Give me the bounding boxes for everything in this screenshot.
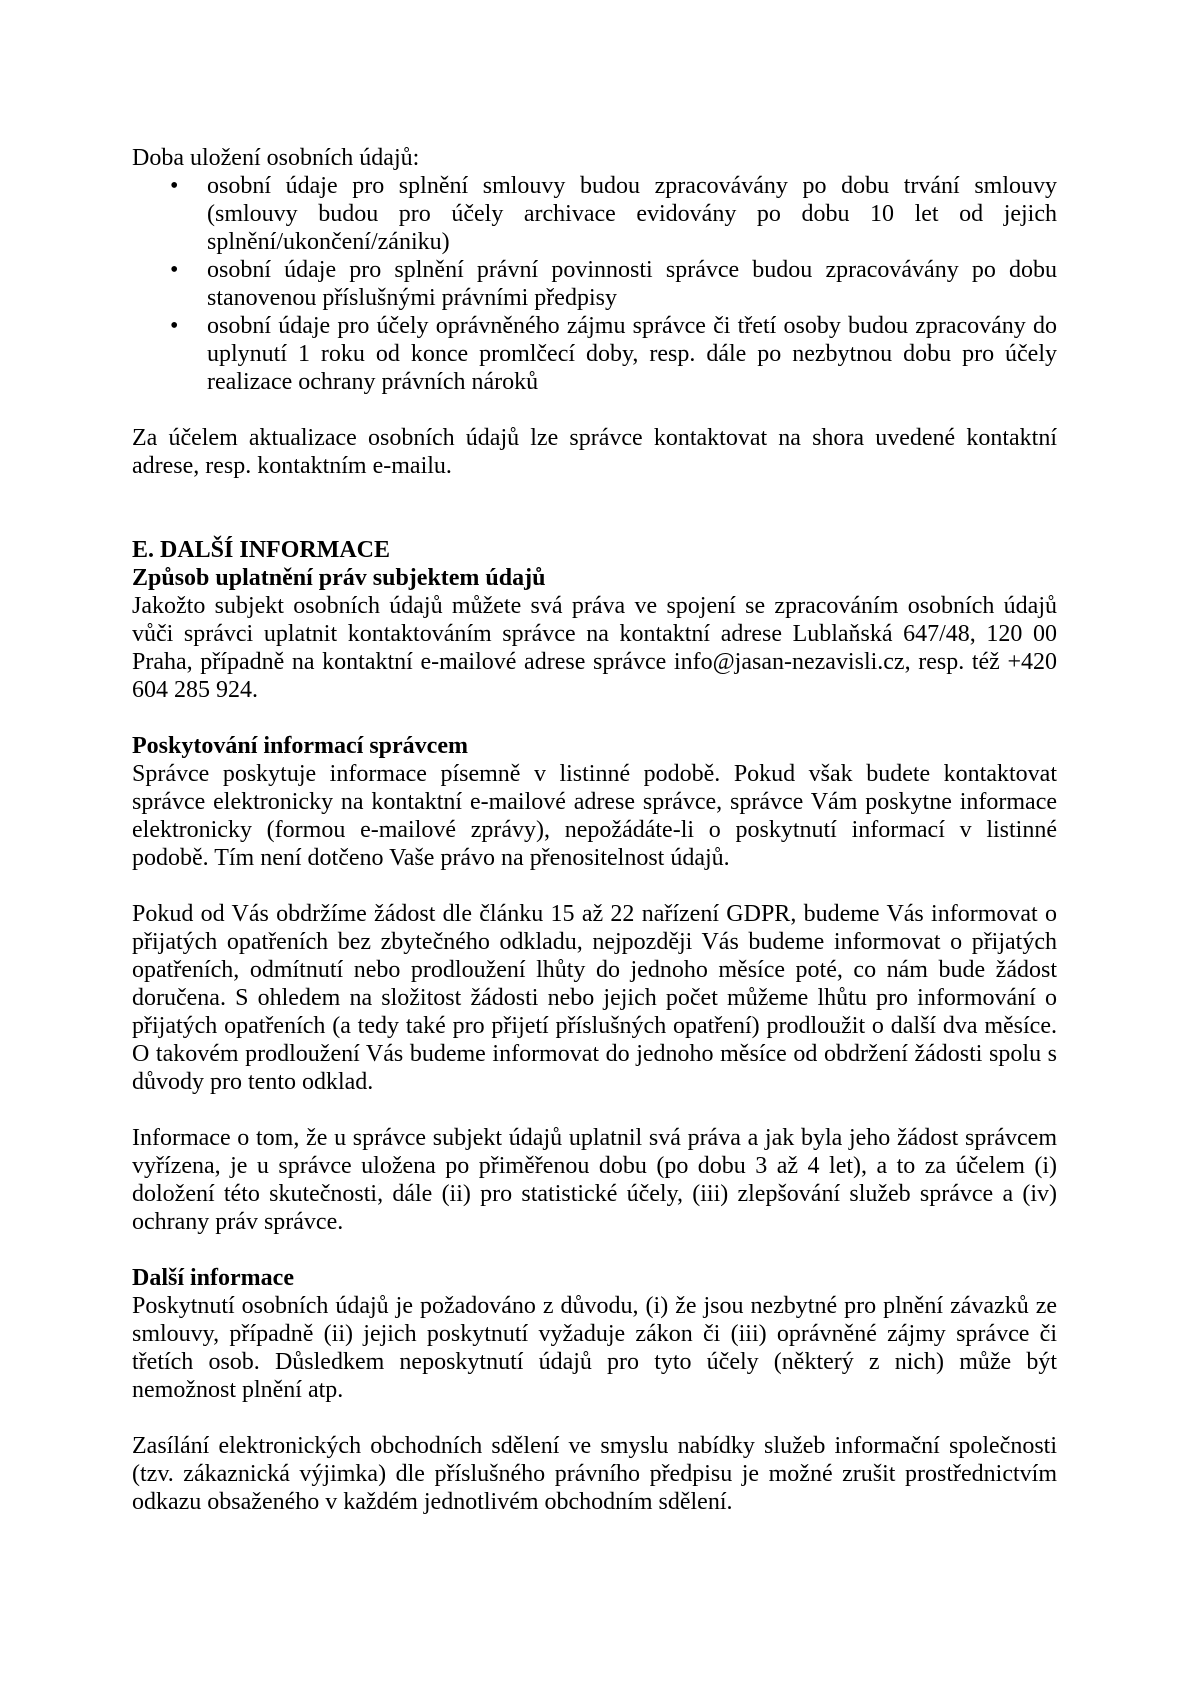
information-provision-paragraph-1: Správce poskytuje informace písemně v listinné podobě. Pokud však budete kontaktovat správce elektronicky na kontaktní e-mailové adrese správce, správce Vám poskytne informace elektronicky (formou e-mailové zprávy), nepožádáte-li o poskytnutí informací v listinné podobě. Tím není dotčeno Vaše právo na přenositelnost údajů. — [132, 761, 1057, 871]
bullet-text: osobní údaje pro splnění právní povinnosti správce budou zpracovávány po dobu stanovenou příslušnými právními předpisy — [207, 257, 1057, 311]
bullet-icon: • — [170, 313, 179, 339]
bullet-icon: • — [170, 173, 179, 199]
information-provision-paragraph-2: Pokud od Vás obdržíme žádost dle článku 15 až 22 nařízení GDPR, budeme Vás informovat o přijatých opatřeních bez zbytečného odkladu, nejpozději Vás budeme informovat o přijatých opatřeních, odmítnutí nebo prodloužení lhůty do jednoho měsíce poté, co nám bude žádost doručena. S ohledem na složitost žádosti nebo jejich počet můžeme lhůtu pro informování o přijatých opatřeních (a tedy také pro přijetí příslušných opatření) prodloužit o další dva měsíce. O takovém prodloužení Vás budeme informovat do jednoho měsíce od obdržení žádosti spolu s důvody pro tento odklad. — [132, 901, 1057, 1095]
spacer — [132, 704, 1057, 732]
retention-intro-paragraph: Doba uložení osobních údajů: — [132, 145, 420, 171]
information-provision-paragraph-3: Informace o tom, že u správce subjekt údajů uplatnil svá práva a jak byla jeho žádost správcem vyřízena, je u správce uložena po přiměřenou dobu (po dobu 3 až 4 let), a to za účelem (i) doložení této skutečnosti, dále (ii) pro statistické účely, (iii) zlepšování služeb správce a (iv) ochrany práv správce. — [132, 1125, 1057, 1235]
spacer — [132, 872, 1057, 900]
spacer — [132, 1096, 1057, 1124]
bullet-icon: • — [170, 257, 179, 283]
section-e-heading: E. DALŠÍ INFORMACE — [132, 537, 391, 563]
spacer — [132, 1404, 1057, 1432]
other-info-paragraph-2: Zasílání elektronických obchodních sdělení ve smyslu nabídky služeb informační společnosti (tzv. zákaznická výjimka) dle příslušného právního předpisu je možné zrušit prostřednictvím odkazu obsaženého v každém jednotlivém obchodním sdělení. — [132, 1433, 1057, 1515]
retention-bullet-item-1 — [132, 172, 1057, 256]
other-info-paragraph-1: Poskytnutí osobních údajů je požadováno z důvodu, (i) že jsou nezbytné pro plnění závazků ze smlouvy, případně (ii) jejich poskytnutí vyžaduje zákon či (iii) oprávněné zájmy správce či třetích osob. Důsledkem neposkytnutí údajů pro tyto účely (některý z nich) může být nemožnost plnění atp. — [132, 1293, 1057, 1403]
retention-bullet-list — [132, 172, 1057, 396]
spacer — [132, 480, 1057, 536]
contact-update-paragraph: Za účelem aktualizace osobních údajů lze správce kontaktovat na shora uvedené kontaktní adrese, resp. kontaktním e-mailu. — [132, 425, 1057, 479]
rights-application-heading: Způsob uplatnění práv subjektem údajů — [132, 565, 546, 591]
spacer — [132, 396, 1057, 424]
bullet-text: osobní údaje pro účely oprávněného zájmu správce či třetí osoby budou zpracovány do uplynutí 1 roku od konce promlčecí doby, resp. dále po nezbytnou dobu pro účely realizace ochrany právních nároků — [207, 313, 1057, 395]
information-provision-heading: Poskytování informací správcem — [132, 733, 468, 759]
rights-application-paragraph: Jakožto subjekt osobních údajů můžete svá práva ve spojení se zpracováním osobních údajů vůči správci uplatnit kontaktováním správce na kontaktní adrese Lublaňská 647/48, 120 00 Praha, případně na kontaktní e-mailové adrese správce info@jasan-nezavisli.cz, resp. též +420 604 285 924. — [132, 593, 1057, 703]
retention-bullet-item-2 — [132, 256, 1057, 312]
bullet-text: osobní údaje pro splnění smlouvy budou zpracovávány po dobu trvání smlouvy (smlouvy budou pro účely archivace evidovány po dobu 10 let od jejich splnění/ukončení/zániku) — [207, 173, 1057, 255]
spacer — [132, 1236, 1057, 1264]
other-info-heading: Další informace — [132, 1265, 294, 1291]
retention-bullet-item-3 — [132, 312, 1057, 396]
